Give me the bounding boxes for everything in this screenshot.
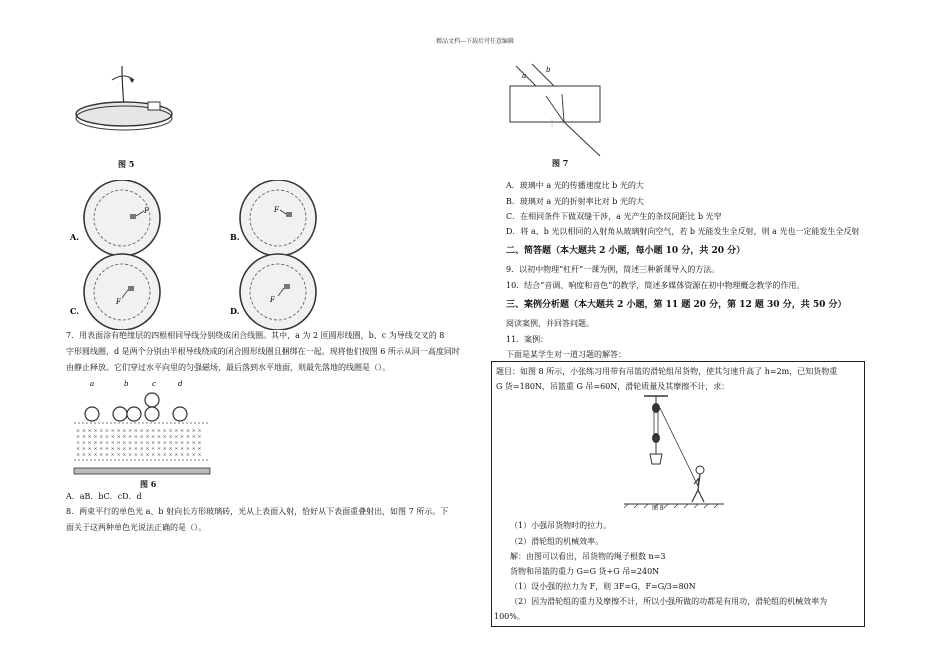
- figure-5: [72, 62, 180, 172]
- ask-2: （2）滑轮组的机械效率。: [510, 537, 604, 546]
- svg-text:× × × × × × × × × × × × × × ×: × × × × × × × × × × × × × × × × × × × × × ×: [76, 434, 202, 440]
- case-intro: 下面是某学生对一道习题的解答：: [506, 350, 626, 359]
- svg-text:F: F: [270, 296, 275, 304]
- problem-line-1: 题目：如图 8 所示，小张练习用带有吊篮的滑轮组吊货物，使其匀速升高了 h=2m，已知货物重: [496, 367, 838, 376]
- fixed-pulley: [652, 403, 660, 413]
- rotation-axis: [122, 66, 124, 106]
- svg-text:F: F: [144, 207, 149, 215]
- svg-text:a: a: [90, 380, 95, 388]
- figure-7: [506, 60, 606, 172]
- basket: [650, 454, 662, 464]
- fig5-caption: 图 5: [118, 159, 135, 169]
- option-d-label: D.: [230, 306, 240, 316]
- option-circles: [66, 180, 320, 330]
- q7-line-3: 由静止释放。它们穿过水平向里的匀强磁场，最后落到水平地面，则最先落地的线圈是（）。: [66, 363, 390, 372]
- circle-d: [240, 254, 316, 330]
- rope: [660, 408, 698, 486]
- q11: 11．案例：: [506, 335, 549, 344]
- circle-c: [84, 254, 160, 330]
- solution-5: 100%。: [494, 612, 525, 621]
- block: [148, 102, 160, 110]
- q9: 9．以初中物理“杠杆”一课为例，简述三种新课导入的方法。: [506, 265, 720, 274]
- svg-text:b: b: [124, 380, 129, 388]
- q8-line-2: 面关于这两种单色光说法正确的是（）。: [66, 523, 206, 532]
- glass-block: [510, 86, 600, 122]
- option-b-label: B.: [230, 232, 240, 242]
- page-header: 精品文档---下载后可任意编辑: [435, 38, 515, 45]
- fig7-caption: 图 7: [552, 158, 569, 168]
- option-c-label: C.: [70, 306, 80, 316]
- figure-8: [624, 394, 724, 510]
- fig6-caption: 图 6: [140, 479, 157, 489]
- svg-text:× × × × × × × × × × × × × × ×: × × × × × × × × × × × × × × × × × × × × × ×: [76, 452, 202, 458]
- svg-text:d: d: [178, 380, 183, 388]
- svg-text:× × × × × × × × × × × × × × ×: × × × × × × × × × × × × × × × × × × × × × ×: [76, 428, 202, 434]
- svg-text:× × × × × × × × × × × × × × ×: × × × × × × × × × × × × × × × × × × × × × ×: [76, 446, 202, 452]
- q10: 10．结合“音调、响度和音色”的教学，简述多媒体资源在初中物理概念教学的作用。: [506, 281, 805, 290]
- option-a-label: A.: [70, 232, 79, 242]
- choice-a: A．玻璃中 a 光的传播速度比 b 光的大: [506, 181, 644, 190]
- coil-c: [145, 393, 159, 407]
- case-box: [491, 361, 865, 627]
- problem-line-2: G 货=180N，吊篮重 G 吊=60N，滑轮质量及其摩擦不计，求：: [496, 382, 730, 391]
- svg-text:F: F: [116, 298, 121, 306]
- section-2-heading: 二、简答题（本大题共 2 小题，每小题 10 分，共 20 分）: [506, 246, 746, 256]
- svg-text:F: F: [274, 206, 279, 214]
- svg-text:a: a: [522, 72, 527, 80]
- figure-6: [72, 378, 212, 476]
- circle-a: [84, 180, 160, 256]
- solution-3: （1）设小强的拉力为 F，则 3F=G，F=G/3=80N: [510, 582, 696, 591]
- svg-text:c: c: [152, 380, 156, 388]
- svg-text:× × × × × × × × × × × × × × ×: × × × × × × × × × × × × × × × × × × × × × ×: [76, 440, 202, 446]
- q8-line-1: 8．两束平行的单色光 a、b 射向长方形玻璃砖，光从上表面入射，恰好从下表面重叠射出，如图 7 所示。下: [66, 507, 449, 516]
- q7-answer-options: A．aB．bC．cD．d: [66, 492, 142, 501]
- solution-1: 解：由图可以看出，吊货物的绳子根数 n=3: [510, 552, 666, 561]
- circle-b: [240, 180, 316, 256]
- coil-b: [113, 407, 127, 421]
- ground: [74, 468, 210, 474]
- ask-1: （1）小强吊货物时的拉力。: [510, 521, 612, 530]
- svg-text:b: b: [546, 66, 551, 74]
- person-head: [696, 466, 704, 474]
- solution-4: （2）因为滑轮组的重力及摩擦不计，所以小强所做的功都是有用功，滑轮组的机械效率为: [510, 597, 828, 606]
- fig8-caption: 图 8: [652, 505, 664, 512]
- choice-c: C．在相同条件下做双缝干涉，a 光产生的条纹间距比 b 光窄: [506, 212, 722, 221]
- read-instruction: 阅读案例，并回答问题。: [506, 319, 594, 328]
- q7-line-1: 7．用表面涂有绝缘层的四根相同导线分别绕成闭合线圈。其中，a 为 2 匝圆形线圈，b、c 为导线交叉的 8: [66, 331, 445, 340]
- solution-2: 货物和吊篮的重力 G=G 货+G 吊=240N: [510, 567, 660, 576]
- magnetic-field: [76, 428, 202, 458]
- coil-a: [85, 407, 99, 421]
- movable-pulley: [652, 433, 660, 443]
- q7-line-2: 字形圆线圈，d 是两个分别由半根导线绕成的闭合圆形线圈且捆绑在一起。现将他们按图 6 所示从同一高度同时: [66, 347, 460, 356]
- choice-d: D．将 a、b 光以相同的入射角从玻璃射向空气，若 b 光能发生全反射，则 a 光也一定能发生全反射: [506, 227, 860, 236]
- section-3-heading: 三、案例分析题（本大题共 2 小题，第 11 题 20 分，第 12 题 30 分，共 50 分）: [506, 300, 847, 310]
- coil-d: [173, 407, 187, 421]
- choice-b: B．玻璃对 a 光的折射率比对 b 光的大: [506, 197, 644, 206]
